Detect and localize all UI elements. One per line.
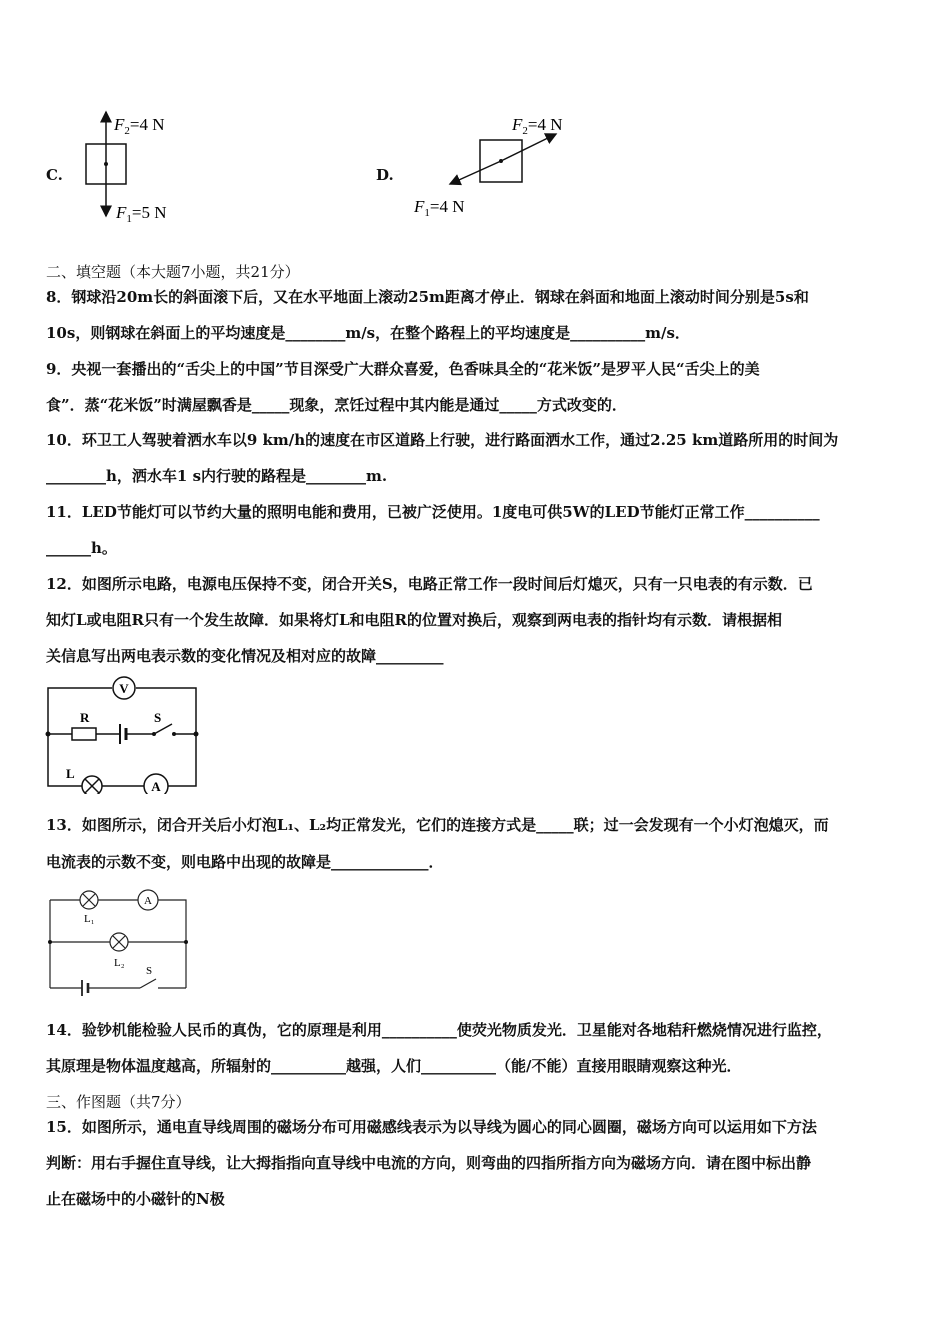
- section-3-title: 三、作图题（共7分）: [46, 1093, 191, 1111]
- option-c-force-diagram: [78, 108, 198, 226]
- q12-lamp-label: L: [66, 766, 75, 781]
- option-c-label: C.: [46, 166, 63, 184]
- q13-line-2: 电流表的示数不变，则电路中出现的故障是_____________．: [46, 853, 444, 871]
- option-d-f1-label: $F_1=4$ N: [414, 197, 465, 219]
- q13-circuit-diagram: [44, 884, 194, 1000]
- q14-line-2: 其原理是物体温度越高，所辐射的__________越强，人们__________（能/不能）直接用眼睛观察这种光．: [46, 1057, 742, 1075]
- q12-voltmeter-label: V: [119, 681, 129, 696]
- option-d-label: D.: [376, 166, 394, 184]
- q13-lamp2-label: L₂: [114, 957, 125, 969]
- q8-line-2: 10s，则钢球在斜面上的平均速度是________m/s，在整个路程上的平均速度是__________m/s．: [46, 324, 690, 342]
- q15-line-3: 止在磁场中的小磁针的N极: [46, 1190, 225, 1208]
- q12-ammeter-label: A: [151, 779, 161, 794]
- q10-line-2: ________h，洒水车1 s内行驶的路程是________m.: [46, 467, 388, 485]
- q10-line-1: 10．环卫工人驾驶着洒水车以9 km/h的速度在市区道路上行驶，进行路面洒水工作，通过2.25 km道路所用的时间为: [46, 431, 839, 449]
- q14-line-1: 14．验钞机能检验人民币的真伪，它的原理是利用__________使荧光物质发光．卫星能对各地秸秆燃烧情况进行监控，: [46, 1021, 832, 1039]
- option-d-f2-label: $F_2=4$ N: [512, 115, 563, 137]
- q9-line-2: 食”．蒸“花米饭”时满屋飘香是_____现象，烹饪过程中其内能是通过_____方式改变的．: [46, 396, 627, 414]
- section-2-title: 二、填空题（本大题7小题，共21分）: [46, 263, 300, 281]
- q11-line-2: ______h。: [46, 539, 117, 557]
- option-d-force-diagram: [410, 108, 590, 223]
- q15-line-1: 15．如图所示，通电直导线周围的磁场分布可用磁感线表示为以导线为圆心的同心圆圈，磁场方向可以运用如下方法: [46, 1118, 817, 1136]
- q13-switch-label: S: [146, 965, 153, 977]
- q12-circuit-diagram: [44, 676, 204, 794]
- option-c-f2-label: $F_2=4$ N: [114, 115, 165, 137]
- q11-line-1: 11．LED节能灯可以节约大量的照明电能和费用，已被广泛使用。1度电可供5W的LED节能灯正常工作__________: [46, 503, 820, 521]
- q12-line-3: 关信息写出两电表示数的变化情况及相对应的故障_________: [46, 647, 444, 665]
- q9-line-1: 9．央视一套播出的“舌尖上的中国”节目深受广大群众喜爱，色香味具全的“花米饭”是罗平人民“舌尖上的美: [46, 360, 760, 378]
- option-c-f1-label: $F_1=5$ N: [116, 203, 167, 225]
- q12-line-1: 12．如图所示电路，电源电压保持不变，闭合开关S，电路正常工作一段时间后灯熄灭，只有一只电表的有示数．已: [46, 575, 813, 593]
- q13-line-1: 13．如图所示，闭合开关后小灯泡L₁、L₂均正常发光，它们的连接方式是_____联；过一会发现有一个小灯泡熄灭，而: [46, 816, 829, 834]
- q8-line-1: 8．钢球沿20m长的斜面滚下后，又在水平地面上滚动25m距离才停止．钢球在斜面和地面上滚动时间分别是5s和: [46, 288, 809, 306]
- q12-resistor-label: R: [80, 710, 90, 725]
- q15-line-2: 判断：用右手握住直导线，让大拇指指向直导线中电流的方向，则弯曲的四指所指方向为磁场方向．请在图中标出静: [46, 1154, 812, 1172]
- q13-ammeter-label: A: [144, 895, 152, 907]
- q12-switch-label: S: [154, 710, 162, 725]
- q12-line-2: 知灯L或电阻R只有一个发生故障．如果将灯L和电阻R的位置对换后，观察到两电表的指针均有示数．请根据相: [46, 611, 783, 629]
- q13-lamp1-label: L₁: [84, 913, 95, 925]
